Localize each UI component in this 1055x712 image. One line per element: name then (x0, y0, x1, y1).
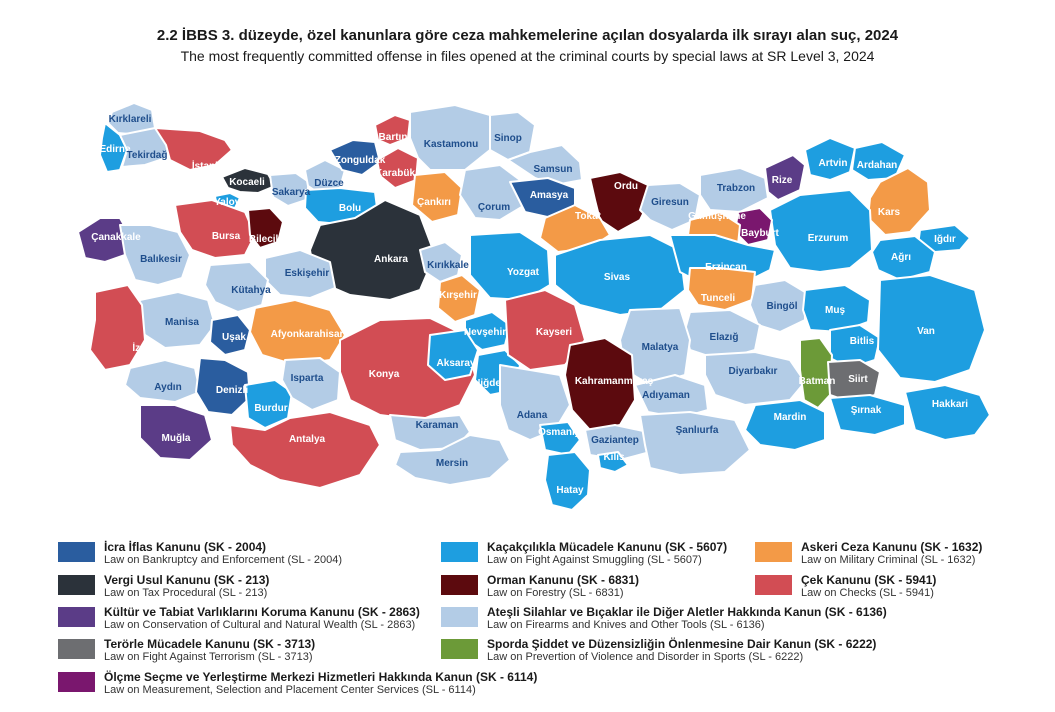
province-label-bartin: Bartın (378, 132, 408, 143)
legend-label-en: Law on Measurement, Selection and Placement Center Services (SL - 6114) (104, 684, 476, 696)
province-label-igdir: Iğdır (934, 234, 956, 245)
province-label-bayburt: Bayburt (741, 228, 779, 239)
province-label-giresun: Giresun (651, 197, 689, 208)
province-label-mugla: Muğla (161, 433, 191, 444)
province-label-cankiri: Çankırı (417, 197, 451, 208)
province-aydin (125, 360, 200, 402)
legend-label-tr: Vergi Usul Kanunu (SK - 213) (104, 573, 270, 587)
province-label-manisa: Manisa (165, 317, 199, 328)
province-label-malatya: Malatya (641, 342, 679, 353)
province-label-adana: Adana (516, 410, 548, 421)
legend-swatch-cek (755, 575, 792, 595)
province-label-batman: Batman (798, 376, 836, 387)
province-label-corum: Çorum (477, 202, 511, 213)
province-label-bitlis: Bitlis (849, 336, 875, 347)
map-title-turkish: 2.2 İBBS 3. düzeyde, özel kanunlara göre ceza mahkemelerine açılan dosyalarda ilk sırayı alan suç, 2024 (156, 27, 899, 44)
province-label-sanliurfa: Şanlıurfa (675, 425, 719, 436)
legend-label-tr: İcra İflas Kanunu (SK - 2004) (104, 540, 267, 554)
legend-swatch-kacak (441, 542, 478, 562)
province-label-afyonkarahisar: Afyonkarahisar (270, 329, 344, 340)
province-label-adiyaman: Adıyaman (642, 390, 690, 401)
province-label-aydin: Aydın (154, 382, 182, 393)
legend-swatch-atesli (441, 607, 478, 627)
legend-swatch-vergi (58, 575, 95, 595)
province-label-ardahan: Ardahan (856, 160, 898, 171)
province-label-zonguldak: Zonguldak (334, 155, 386, 166)
province-antalya (230, 412, 380, 488)
province-label-agri: Ağrı (891, 252, 911, 263)
legend-label-tr: Sporda Şiddet ve Düzensizliğin Önlenmesine Dair Kanun (SK - 6222) (487, 637, 877, 651)
province-label-erzurum: Erzurum (807, 233, 849, 244)
province-label-artvin: Artvin (818, 158, 848, 169)
province-label-usak: Uşak (222, 332, 246, 343)
province-label-ordu: Ordu (614, 181, 638, 192)
legend-label-en: Law on Checks (SL - 5941) (801, 587, 934, 599)
province-label-mus: Muş (825, 305, 845, 316)
province-label-hakkari: Hakkari (931, 399, 969, 410)
province-label-tokat: Tokat (575, 211, 601, 222)
province-label-sivas: Sivas (603, 272, 631, 283)
province-label-bilecik: Bilecik (248, 234, 282, 245)
province-erzurum (770, 190, 872, 272)
legend-swatch-teror (58, 639, 95, 659)
province-label-eskisehir: Eskişehir (284, 268, 330, 279)
province-label-siirt: Siirt (848, 374, 868, 385)
map-title-english: The most frequently committed offense in files opened at the criminal courts by special laws at SR Level 3, 2024 (180, 48, 875, 64)
province-label-kirsehir: Kırşehir (439, 290, 477, 301)
province-label-yalova: Yalova (214, 197, 246, 208)
province-label-nevsehir: Nevşehir (463, 327, 507, 338)
province-hatay (545, 452, 590, 510)
legend-label-en: Law on Military Criminal (SL - 1632) (801, 554, 976, 566)
legend-label-tr: Ateşli Silahlar ve Bıçaklar ile Diğer Aletler Hakkında Kanun (SK - 6136) (487, 605, 887, 619)
province-label-kocaeli: Kocaeli (229, 177, 265, 188)
province-izmir (90, 285, 145, 370)
legend-swatch-askeri (755, 542, 792, 562)
province-label-balikesir: Balıkesir (140, 254, 182, 265)
legend-label-en: Law on Forestry (SL - 6831) (487, 587, 624, 599)
legend-label-tr: Terörle Mücadele Kanunu (SK - 3713) (104, 637, 316, 651)
province-label-bolu: Bolu (338, 203, 362, 214)
legend-swatch-olcme (58, 672, 95, 692)
province-label-yozgat: Yozgat (506, 267, 540, 278)
province-label-trabzon: Trabzon (716, 183, 756, 194)
province-label-kayseri: Kayseri (535, 327, 573, 338)
province-label-ankara: Ankara (374, 254, 408, 265)
province-label-istanbul: İstanbul (191, 161, 231, 172)
province-label-sirnak: Şırnak (850, 405, 882, 416)
legend-swatch-spor (441, 639, 478, 659)
province-label-gaziantep: Gaziantep (591, 435, 639, 446)
province-label-karaman: Karaman (415, 420, 459, 431)
province-yozgat (470, 232, 550, 300)
province-label-gumushane: Gümüşhane (688, 211, 746, 222)
province-label-amasya: Amasya (529, 190, 569, 201)
legend-swatch-orman (441, 575, 478, 595)
legend-label-tr: Kültür ve Tabiat Varlıklarını Koruma Kanunu (SK - 2863) (104, 605, 420, 619)
province-label-sakarya: Sakarya (271, 187, 311, 198)
legend-label-tr: Kaçakçılıkla Mücadele Kanunu (SK - 5607) (487, 540, 728, 554)
province-label-denizli: Denizli (215, 385, 249, 396)
province-label-erzincan: Erzincan (705, 262, 747, 273)
province-label-isparta: Isparta (290, 373, 324, 384)
province-label-diyarbakir: Diyarbakır (728, 366, 778, 377)
legend-label-en: Law on Firearms and Knives and Other Tools (SL - 6136) (487, 619, 765, 631)
province-label-bingol: Bingöl (766, 301, 798, 312)
province-label-tunceli: Tunceli (700, 293, 736, 304)
legend-label-en: Law on Bankruptcy and Enforcement (SL - 2004) (104, 554, 343, 566)
province-batman (800, 338, 832, 408)
province-label-karabuk: Karabük (374, 168, 416, 179)
province-sanliurfa (640, 412, 750, 475)
legend-label-tr: Ölçme Seçme ve Yerleştirme Merkezi Hizmetleri Hakkında Kanun (SK - 6114) (104, 670, 538, 684)
province-label-kars: Kars (877, 207, 901, 218)
province-label-duzce: Düzce (314, 178, 344, 189)
legend-label-tr: Orman Kanunu (SK - 6831) (487, 573, 640, 587)
province-label-antalya: Antalya (288, 434, 326, 445)
legend-label-en: Law on Tax Procedural (SL - 213) (104, 587, 268, 599)
province-label-tekirdag: Tekirdağ (126, 150, 168, 161)
province-label-kastamonu: Kastamonu (423, 139, 479, 150)
province-label-samsun: Samsun (533, 164, 573, 175)
province-label-nigde: Niğde (473, 378, 501, 389)
province-label-kilis: Kilis (603, 452, 625, 463)
province-label-sinop: Sinop (494, 133, 522, 144)
province-hakkari (905, 385, 990, 440)
province-label-bursa: Bursa (211, 231, 241, 242)
legend-label-en: Law on Conservation of Cultural and Natural Wealth (SL - 2863) (104, 619, 416, 631)
legend-label-tr: Askeri Ceza Kanunu (SK - 1632) (801, 540, 983, 554)
province-kastamonu (410, 105, 490, 170)
legend-label-en: Law on Fight Against Smuggling (SL - 5607) (487, 554, 702, 566)
province-label-kahramanmaras: Kahramanmaraş (574, 376, 654, 387)
province-label-kirikkale: Kırıkkale (427, 260, 469, 271)
province-label-mersin: Mersin (435, 458, 469, 469)
province-label-van: Van (917, 326, 935, 337)
legend-label-en: Law on Fight Against Terrorism (SL - 3713) (104, 651, 313, 663)
province-label-kutahya: Kütahya (231, 285, 271, 296)
province-diyarbakir (705, 352, 805, 405)
province-label-canakkale: Çanakkale (91, 232, 141, 243)
province-label-konya: Konya (368, 369, 400, 380)
province-label-mardin: Mardin (773, 412, 807, 423)
legend-swatch-kultur (58, 607, 95, 627)
province-label-kirklareli: Kırklareli (108, 114, 152, 125)
province-mardin (745, 400, 825, 450)
province-label-edirne: Edirne (99, 144, 131, 155)
province-label-izmir: İzmir (132, 343, 156, 354)
province-label-aksaray: Aksaray (436, 358, 476, 369)
province-label-hatay: Hatay (556, 485, 584, 496)
province-label-burdur: Burdur (254, 403, 288, 414)
legend-swatch-icra (58, 542, 95, 562)
province-label-elazig: Elazığ (709, 332, 739, 343)
legend-label-tr: Çek Kanunu (SK - 5941) (801, 573, 937, 587)
province-label-rize: Rize (771, 175, 793, 186)
legend-label-en: Law on Prevertion of Violence and Disorder in Sports (SL - 6222) (487, 651, 804, 663)
province-label-osmaniye: Osmaniye (538, 427, 586, 438)
